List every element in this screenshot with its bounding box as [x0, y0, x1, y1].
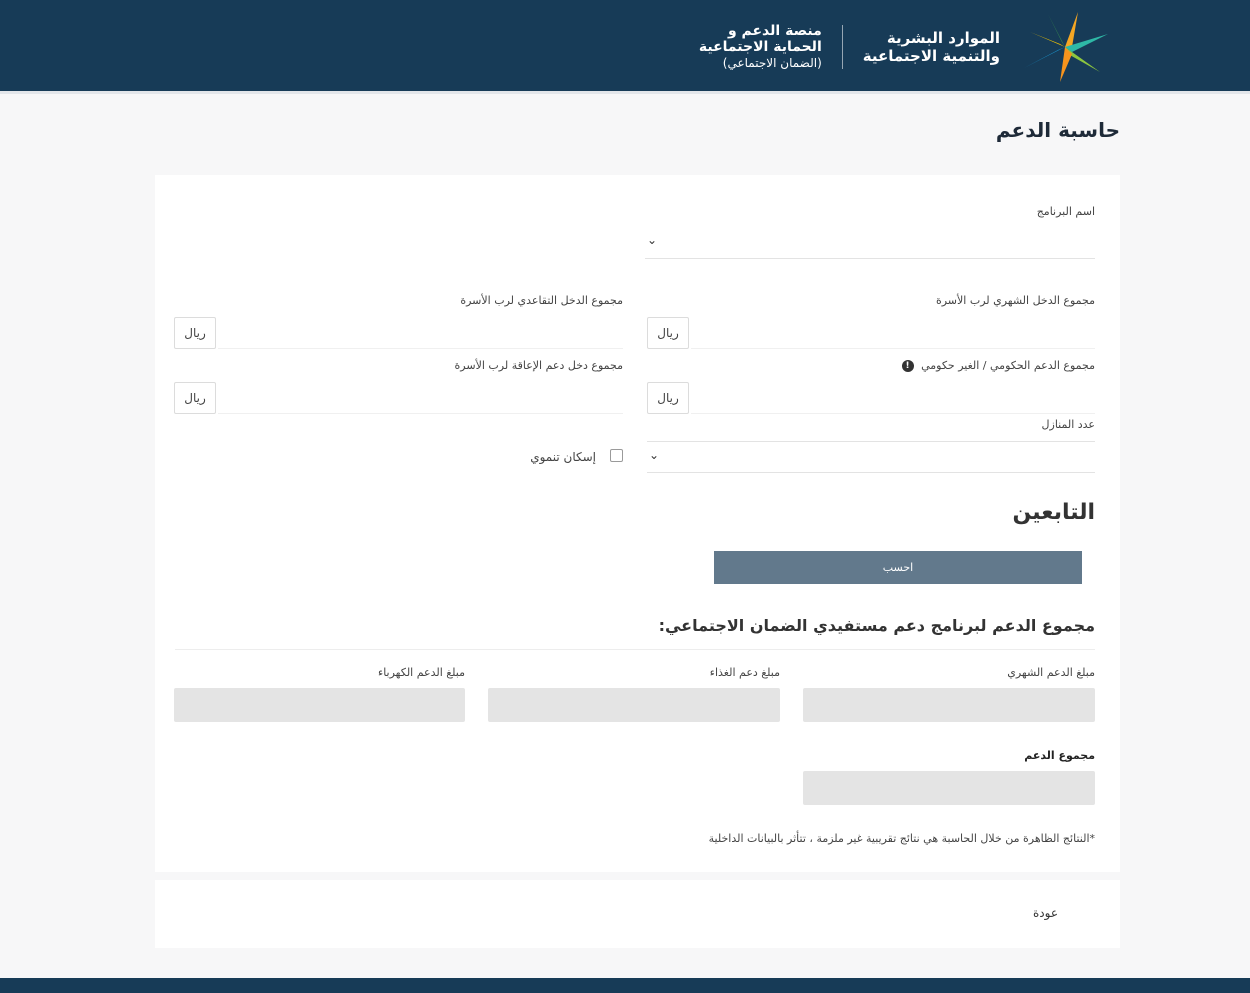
program-select[interactable]: [645, 227, 1095, 259]
platform-name-line2: الحماية الاجتماعية: [698, 39, 822, 55]
gov-support-label-wrap: [902, 359, 1095, 372]
back-card: [155, 880, 1120, 948]
retirement-income-label: مجموع الدخل التقاعدي لرب الأسرة: [460, 294, 623, 307]
gov-support-currency: ريال: [647, 382, 689, 414]
monthly-income-currency: ريال: [647, 317, 689, 349]
chevron-down-icon: ⌄: [647, 233, 658, 247]
retirement-income-currency: ريال: [174, 317, 216, 349]
site-header: [0, 0, 1250, 94]
info-icon[interactable]: !: [902, 360, 914, 372]
results-title: مجموع الدعم لبرنامج دعم مستفيدي الضمان الاجتماعي:: [658, 616, 1095, 635]
homes-select[interactable]: [647, 441, 1095, 473]
disclaimer-note: *النتائج الظاهرة من خلال الحاسبة هي نتائج تقريبية غير ملزمة ، تتأثر بالبيانات الداخلية: [708, 832, 1095, 845]
food-support-label: مبلغ دعم الغذاء: [709, 666, 780, 679]
page-title: حاسبة الدعم: [995, 118, 1120, 142]
monthly-income-label: مجموع الدخل الشهري لرب الأسرة: [935, 294, 1095, 307]
program-label: اسم البرنامج: [1036, 205, 1095, 218]
ministry-name-line2: والتنمية الاجتماعية: [862, 47, 1000, 65]
housing-checkbox[interactable]: [610, 449, 623, 462]
header-divider: [842, 25, 843, 69]
back-link[interactable]: عودة: [1033, 906, 1058, 920]
electricity-support-output: [174, 688, 465, 722]
ministry-name: [863, 29, 1000, 65]
total-support-label: مجموع الدعم: [1024, 749, 1095, 762]
chevron-down-icon: ⌄: [649, 448, 660, 462]
disability-income-currency: ريال: [174, 382, 216, 414]
calculator-card: [155, 175, 1120, 872]
disability-income-input[interactable]: [218, 382, 623, 414]
site-footer: [0, 978, 1250, 993]
homes-label: عدد المنازل: [1041, 418, 1095, 431]
disability-income-label: مجموع دخل دعم الإعاقة لرب الأسرة: [454, 359, 623, 372]
calculate-button[interactable]: احسب: [714, 551, 1082, 584]
monthly-support-output: [803, 688, 1095, 722]
gov-support-input[interactable]: [691, 382, 1095, 414]
housing-label: إسكان تنموي: [530, 450, 596, 464]
ministry-logo-icon: [1020, 10, 1110, 84]
header-branding: [699, 10, 1110, 84]
monthly-support-label: مبلغ الدعم الشهري: [1007, 666, 1095, 679]
results-divider: [175, 649, 1095, 650]
electricity-support-label: مبلغ الدعم الكهرباء: [378, 666, 465, 679]
monthly-income-input[interactable]: [691, 317, 1095, 349]
dependents-title: التابعين: [1012, 500, 1095, 525]
total-support-output: [803, 771, 1095, 805]
platform-name: [699, 23, 822, 71]
gov-support-label: مجموع الدعم الحكومي / الغير حكومي: [921, 359, 1095, 372]
ministry-name-line1: الموارد البشرية: [886, 29, 1000, 47]
platform-name-line1: منصة الدعم و: [727, 23, 822, 39]
platform-name-line3: (الضمان الاجتماعي): [722, 56, 822, 70]
retirement-income-input[interactable]: [218, 317, 623, 349]
food-support-output: [488, 688, 780, 722]
